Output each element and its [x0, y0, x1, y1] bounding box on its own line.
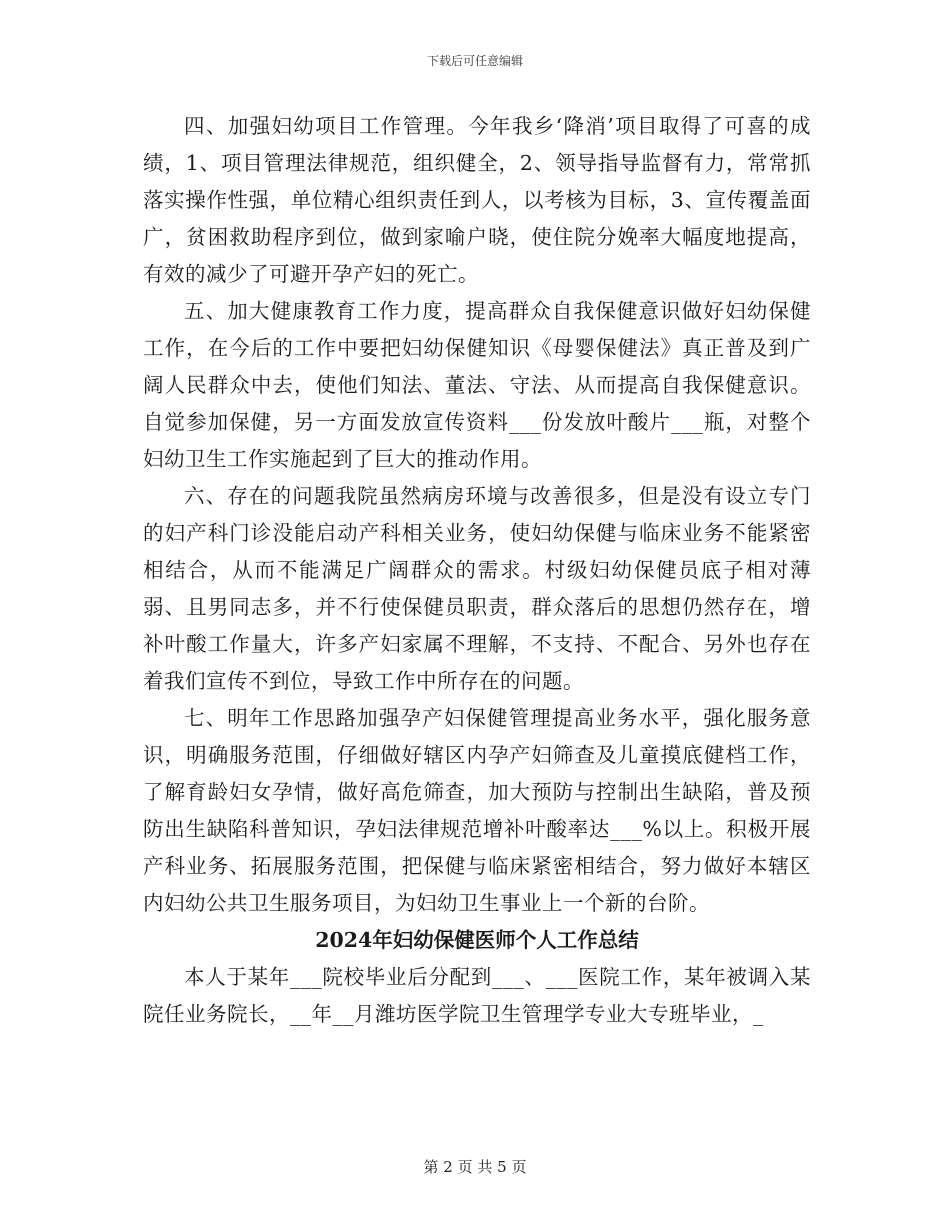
paragraph-5: 五、加大健康教育工作力度，提高群众自我保健意识做好妇幼保健工作，在今后的工作中要把妇幼保健知识《母婴保健法》真正普及到广阔人民群众中去，使他们知法、董法、守法、从而提高自我保健意识。自觉参加保健，另一方面发放宣传资料___份发放叶酸片___瓶，对整个妇幼卫生工作实施起到了巨大的推动作用。 — [143, 299, 811, 471]
paragraph-6: 六、存在的问题我院虽然病房环境与改善很多，但是没有设立专门的妇产科门诊没能启动产科相关业务，使妇幼保健与临床业务不能紧密相结合，从而不能满足广阔群众的需求。村级妇幼保健员底子相对薄弱、且男同志多，并不行使保健员职责，群众落后的思想仍然存在，增补叶酸工作量大，许多产妇家属不理解，不支持、不配合、另外也存在着我们宣传不到位，导致工作中所存在的问题。 — [143, 484, 811, 693]
section-title: 2024年妇幼保健医师个人工作总结 — [315, 928, 639, 952]
document-body — [143, 108, 811, 1033]
page-header: 下载后可任意编辑 — [426, 54, 523, 68]
page-number: 第 2 页 共 5 页 — [423, 1158, 527, 1176]
paragraph-7: 七、明年工作思路加强孕产妇保健管理提高业务水平，强化服务意识，明确服务范围，仔细做好辖区内孕产妇筛查及儿童摸底健档工作，了解育龄妇女孕情，做好高危筛查，加大预防与控制出生缺陷，普及预防出生缺陷科普知识，孕妇法律规范增补叶酸率达___%以上。积极开展产科业务、拓展服务范围，把保健与临床紧密相结合，努力做好本辖区内妇幼公共卫生服务项目，为妇幼卫生事业上一个新的台阶。 — [143, 706, 811, 915]
section-paragraph: 本人于某年___院校毕业后分配到___、___医院工作，某年被调入某院任业务院长，__年__月潍坊医学院卫生管理学专业大专班毕业，_ — [143, 965, 811, 1026]
paragraph-4: 四、加强妇幼项目工作管理。今年我乡‘降消’项目取得了可喜的成绩，1、项目管理法律规范，组织健全，2、领导指导监督有力，常常抓落实操作性强，单位精心组织责任到人，以考核为目标，3、宣传覆盖面广，贫困救助程序到位，做到家喻户晓，使住院分娩率大幅度地提高，有效的减少了可避开孕产妇的死亡。 — [143, 114, 811, 286]
